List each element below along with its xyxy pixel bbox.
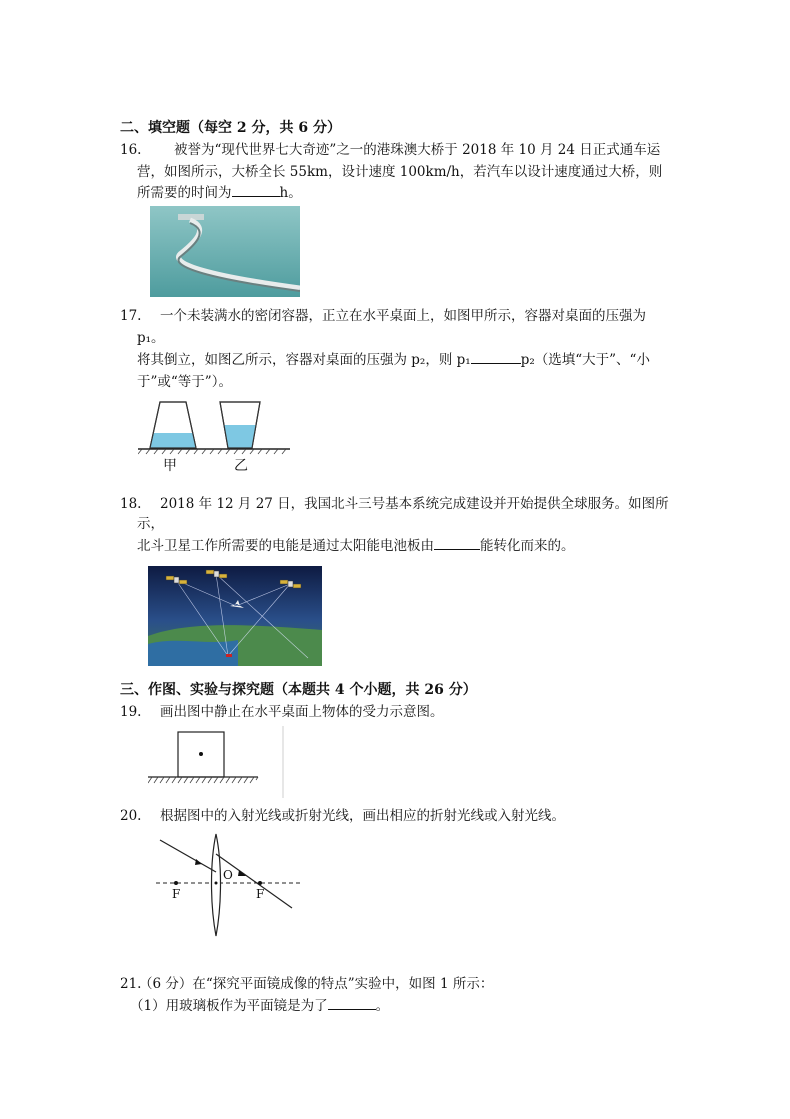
q16-line2: 营，如图所示，大桥全长 55km，设计速度 100km/h，若汽车以设计速度通过大桥，则 bbox=[137, 164, 663, 180]
q17-line1: 一个未装满水的密闭容器，正立在水平桌面上，如图甲所示，容器对桌面的压强为 bbox=[160, 308, 646, 324]
label-focal-right: F bbox=[256, 887, 265, 901]
q19-number: 19. bbox=[120, 704, 142, 720]
label-focal-left: F bbox=[172, 887, 181, 901]
q20-number: 20. bbox=[120, 808, 142, 824]
q21-sub1-prefix: （1）用玻璃板作为平面镜是为了 bbox=[130, 998, 328, 1014]
q16-line3-prefix: 所需要的时间为 bbox=[137, 185, 232, 201]
section-heading-fill-blank: 二、填空题（每空 2 分，共 6 分） bbox=[120, 120, 341, 136]
q21-sub1-suffix: 。 bbox=[375, 998, 390, 1014]
q17-line3 bbox=[137, 350, 650, 370]
q21-answer-blank[interactable] bbox=[328, 996, 376, 1010]
q16-line3-suffix: h。 bbox=[279, 185, 302, 201]
label-optical-center: O bbox=[223, 868, 233, 882]
q18-line3-suffix: 能转化而来的。 bbox=[480, 538, 575, 554]
q17-answer-blank[interactable] bbox=[471, 350, 521, 364]
q20-text: 根据图中的入射光线或折射光线，画出相应的折射光线或入射光线。 bbox=[160, 808, 565, 824]
q18-answer-blank[interactable] bbox=[434, 536, 480, 550]
label-yi: 乙 bbox=[234, 458, 248, 474]
q16-number: 16. bbox=[120, 142, 142, 158]
bridge-photo bbox=[150, 206, 300, 297]
q16-line1: 被誉为“现代世界七大奇迹”之一的港珠澳大桥于 2018 年 10 月 24 日正式通车运 bbox=[174, 142, 661, 158]
q17-line2: p₁。 bbox=[137, 330, 165, 346]
q17-line4: 于”或“等于”）。 bbox=[137, 374, 232, 390]
q18-line3 bbox=[137, 536, 575, 556]
satellite-photo bbox=[148, 566, 322, 666]
q21-line1: （6 分）在“探究平面镜成像的特点”实验中，如图 1 所示： bbox=[139, 976, 494, 992]
block-on-table-figure bbox=[148, 726, 288, 798]
q19-text: 画出图中静止在水平桌面上物体的受力示意图。 bbox=[160, 704, 444, 720]
q17-line3-suffix: p₂（选填“大于”、“小 bbox=[520, 352, 650, 368]
q21-number: 21. bbox=[120, 976, 142, 992]
label-jia: 甲 bbox=[163, 458, 177, 474]
q18-number: 18. bbox=[120, 496, 142, 512]
q18-line1: 2018 年 12 月 27 日，我国北斗三号基本系统完成建设并开始提供全球服务。如图所 bbox=[160, 496, 669, 512]
q21-sub1 bbox=[130, 996, 389, 1016]
section-heading-experiment: 三、作图、实验与探究题（本题共 4 个小题，共 26 分） bbox=[120, 682, 477, 698]
q17-number: 17. bbox=[120, 308, 142, 324]
q16-answer-blank[interactable] bbox=[232, 183, 280, 197]
q18-line3-prefix: 北斗卫星工作所需要的电能是通过太阳能电池板由 bbox=[137, 538, 434, 554]
container-figure bbox=[138, 400, 290, 478]
q17-line3-prefix: 将其倒立，如图乙所示，容器对桌面的压强为 p₂，则 p₁ bbox=[137, 352, 471, 368]
q18-line2: 示， bbox=[137, 516, 164, 532]
q16-line3 bbox=[137, 183, 302, 203]
lens-figure bbox=[152, 832, 304, 940]
